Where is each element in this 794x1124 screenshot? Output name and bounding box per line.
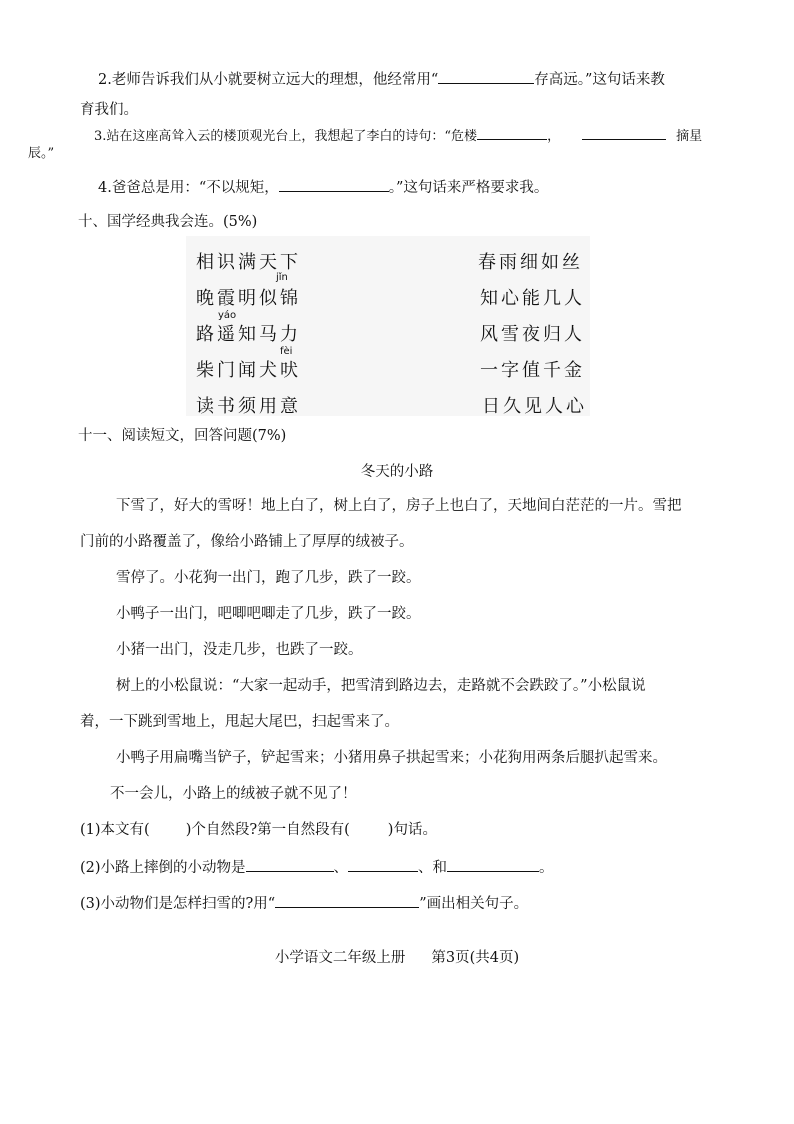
rq3-text-a: (3)小动物们是怎样扫雪的?用“ (80, 896, 276, 912)
footer-page-number: 第3页(共4页) (431, 950, 520, 966)
answer-blank[interactable] (438, 68, 534, 84)
right-phrase-1[interactable]: 春雨细如丝 (478, 252, 583, 273)
page-footer (0, 946, 794, 967)
section-11-title: 十一、阅读短文，回答问题(7%) (78, 428, 287, 444)
rq2-text-c: 、和 (418, 860, 448, 876)
rq2-text-d: 。 (539, 860, 554, 876)
right-phrase-3[interactable]: 风雪夜归人 (480, 324, 585, 345)
reading-question-3 (80, 892, 528, 914)
paragraph-4: 小猪一出门，没走几步，也跌了一跤。 (116, 642, 363, 658)
question-3-text-c: 摘星 (676, 129, 703, 144)
question-3-line2: 辰。” (28, 146, 55, 161)
question-2-text-a: 2.老师告诉我们从小就要树立远大的理想，他经常用“ (98, 72, 439, 88)
rq3-text-b: ”画出相关句子。 (419, 896, 529, 912)
question-3-text-b: ， (547, 129, 561, 144)
question-4-text-a: 4.爸爸总是用：“不以规矩， (98, 180, 279, 196)
rq2-text-b: 、 (333, 860, 349, 876)
right-phrase-2[interactable]: 知心能几人 (480, 288, 585, 309)
answer-blank[interactable] (477, 124, 547, 140)
right-phrase-5[interactable]: 日久见人心 (482, 396, 587, 417)
right-phrase-4[interactable]: 一字值千金 (480, 360, 585, 381)
answer-blank[interactable] (582, 124, 666, 140)
pinyin-fei: fèi (280, 346, 293, 357)
left-phrase-1[interactable]: 相识满天下 (196, 252, 301, 273)
answer-blank[interactable] (246, 856, 334, 872)
pinyin-yao: yáo (218, 310, 237, 321)
question-2-text-b: 存高远。”这句话来教 (534, 72, 665, 88)
rq1-text-c: )句话。 (387, 822, 437, 838)
left-phrase-3[interactable]: 路遥知马力 (196, 324, 301, 345)
rq1-text-b: )个自然段?第一自然段有( (185, 822, 350, 838)
classics-matching-box (186, 236, 590, 416)
paragraph-7: 不一会儿，小路上的绒被子就不见了！ (110, 786, 357, 802)
section-10-title: 十、国学经典我会连。(5%) (78, 214, 258, 230)
rq2-text-a: (2)小路上摔倒的小动物是 (80, 860, 246, 876)
reading-question-1 (80, 820, 437, 840)
question-2-line1 (98, 68, 665, 90)
left-phrase-2[interactable]: 晚霞明似锦 (196, 288, 301, 309)
question-4-line (98, 176, 548, 198)
question-2-line2: 育我们。 (80, 102, 138, 118)
answer-blank[interactable] (447, 856, 539, 872)
footer-book: 小学语文二年级上册 (274, 950, 406, 966)
answer-blank[interactable] (275, 892, 419, 908)
pinyin-jin: jǐn (276, 272, 288, 283)
paragraph-5-line1: 树上的小松鼠说：“大家一起动手，把雪清到路边去，走路就不会跌跤了。”小松鼠说 (116, 678, 646, 694)
question-4-text-b: 。”这句话来严格要求我。 (388, 180, 549, 196)
left-phrase-5[interactable]: 读书须用意 (196, 396, 301, 417)
rq1-text-a: (1)本文有( (80, 822, 150, 838)
left-phrase-4[interactable]: 柴门闻犬吠 (196, 360, 301, 381)
paragraph-1-line2: 门前的小路覆盖了，像给小路铺上了厚厚的绒被子。 (80, 534, 414, 550)
paragraph-6: 小鸭子用扁嘴当铲子，铲起雪来；小猪用鼻子拱起雪来；小花狗用两条后腿扒起雪来。 (116, 750, 667, 766)
paragraph-3: 小鸭子一出门，吧唧吧唧走了几步，跌了一跤。 (116, 606, 421, 622)
answer-blank[interactable] (348, 856, 418, 872)
passage-title: 冬天的小路 (360, 464, 434, 480)
question-3-line1 (94, 124, 702, 147)
answer-blank[interactable] (279, 176, 389, 192)
question-3-text-a: 3.站在这座高耸入云的楼顶观光台上，我想起了李白的诗句：“危楼 (94, 129, 478, 144)
paragraph-2: 雪停了。小花狗一出门，跑了几步，跌了一跤。 (116, 570, 421, 586)
paragraph-5-line2: 着，一下跳到雪地上，甩起大尾巴，扫起雪来了。 (80, 714, 399, 730)
reading-question-2 (80, 856, 554, 878)
paragraph-1-line1: 下雪了，好大的雪呀！地上白了，树上白了，房子上也白了，天地间白茫茫的一片。雪把 (116, 498, 682, 514)
